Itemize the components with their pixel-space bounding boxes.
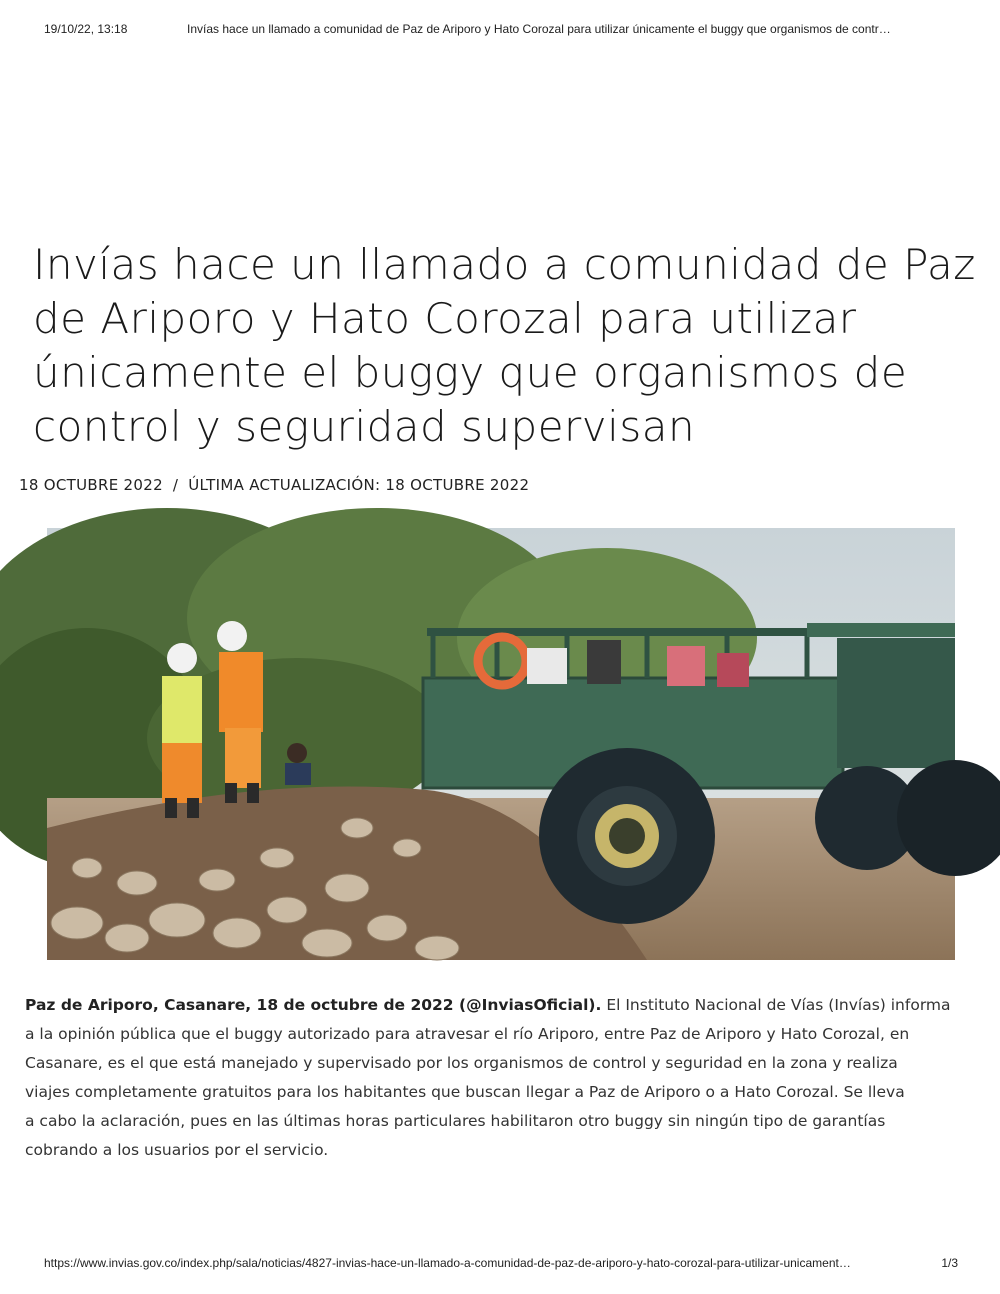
published-date: 18 OCTUBRE 2022	[19, 476, 163, 494]
body-line	[25, 991, 965, 1020]
body-line: viajes completamente gratuitos para los habitantes que buscan llegar a Paz de Ariporo o a Hato Corozal. Se lleva	[25, 1083, 905, 1101]
headline-line: control y seguridad supervisan	[33, 402, 696, 451]
headline-line: de Ariporo y Hato Corozal para utilizar	[33, 294, 857, 343]
article-meta	[19, 476, 529, 494]
body-line: Casanare, es el que está manejado y supervisado por los organismos de control y seguridad en la zona y realiza	[25, 1054, 898, 1072]
article-body	[25, 991, 965, 1165]
updated-date: ÚLTIMA ACTUALIZACIÓN: 18 OCTUBRE 2022	[188, 476, 530, 494]
headline-line: Invías hace un llamado a comunidad de Paz	[33, 240, 976, 289]
print-doc-title: Invías hace un llamado a comunidad de Paz de Ariporo y Hato Corozal para utilizar únicamente el buggy que organismos de contr…	[187, 22, 891, 36]
body-line: a la opinión pública que el buggy autorizado para atravesar el río Ariporo, entre Paz de Ariporo y Hato Corozal, en	[25, 1025, 910, 1043]
article-photo	[47, 528, 955, 960]
body-line: a cabo la aclaración, pues en las últimas horas particulares habilitaron otro buggy sin ningún tipo de garantías	[25, 1112, 886, 1130]
print-url: https://www.invias.gov.co/index.php/sala/noticias/4827-invias-hace-un-llamado-a-comunidad-de-paz-de-ariporo-y-hato-corozal-para-utilizar-unicament…	[44, 1256, 851, 1270]
meta-separator: /	[172, 476, 179, 494]
body-lead: Paz de Ariporo, Casanare, 18 de octubre de 2022 (@InviasOficial).	[25, 996, 602, 1014]
body-line: cobrando a los usuarios por el servicio.	[25, 1141, 329, 1159]
body-line-text: El Instituto Nacional de Vías (Invías) informa	[601, 996, 951, 1014]
headline-line: únicamente el buggy que organismos de	[33, 348, 908, 397]
print-timestamp: 19/10/22, 13:18	[44, 22, 128, 36]
article-headline	[33, 238, 976, 454]
page-number: 1/3	[941, 1256, 958, 1270]
article-content	[19, 0, 976, 1294]
